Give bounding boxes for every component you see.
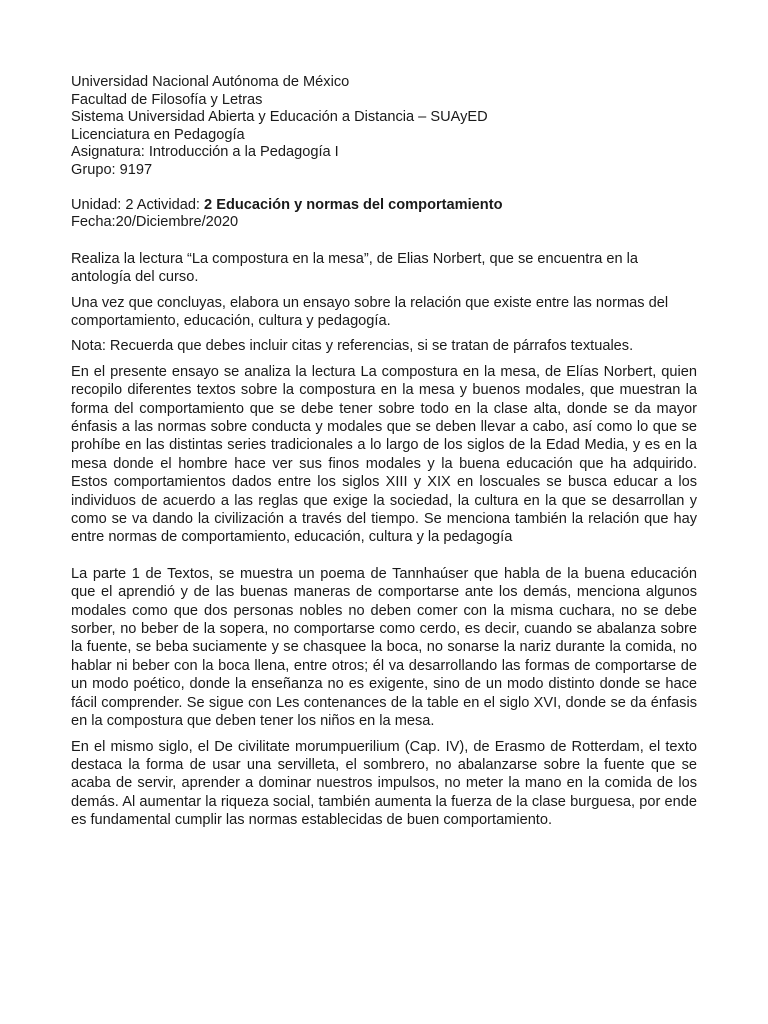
group-number: Grupo: 9197 bbox=[71, 161, 153, 178]
instruction-essay: Una vez que concluyas, elabora un ensayo sobre la relación que existe entre las normas del comportamiento, educación, cultura y pedagogía. bbox=[71, 294, 669, 329]
essay-paragraph-3: En el mismo siglo, el De civilitate morumpuerilium (Cap. IV), de Erasmo de Rotterdam, el texto destaca la forma de usar una servilleta, el sombrero, no abalanzarse sobre la fuente que se acaba de servir, aprender a dominar nuestros impulsos, no meter la mano en la comida de los demás. Al aumentar la riqueza social, también aumenta la fuerza de la clase burguesa, por ende es fundamental cumplir las normas establecidas de buen comportamiento. bbox=[71, 738, 697, 829]
essay-paragraph-1: En el presente ensayo se analiza la lectura La compostura en la mesa, de Elías Norbert, quien recopilo diferentes textos sobre la compostura en la mesa y buenos modales, que muestran la forma del comportamiento que se debe tener sobre todo en la clase alta, donde se da mayor énfasis a las normas sobre conducta y modales que se deben llevar a cabo, así como lo que se prohíbe en las distintas series tradicionales a lo largo de los siglos de la Edad Media, y es en la mesa donde el hombre hace ver sus finos modales y la buena educación que ha adquirido. Estos comportamientos dados entre los siglos XIII y XIX en loscuales se busca educar a los individuos de acuerdo a las reglas que exige la sociedad, la cultura en la que se desarrollan y como se va dando la civilización a través del tiempo. Se menciona también la relación que hay entre normas de comportamiento, educación, cultura y la pedagogía bbox=[71, 363, 697, 546]
degree-name: Licenciatura en Pedagogía bbox=[71, 126, 245, 143]
university-name: Universidad Nacional Autónoma de México bbox=[71, 74, 350, 90]
activity-line bbox=[71, 197, 697, 215]
subject-name: Asignatura: Introducción a la Pedagogía I bbox=[71, 144, 339, 161]
document-header bbox=[71, 74, 697, 180]
activity-prefix: Unidad: 2 Actividad: bbox=[71, 196, 205, 213]
instruction-reading: Realiza la lectura “La compostura en la mesa”, de Elias Norbert, que se encuentra en la antología del curso. bbox=[71, 250, 639, 286]
faculty-name: Facultad de Filosofía y Letras bbox=[71, 91, 263, 108]
essay-paragraph-2: La parte 1 de Textos, se muestra un poema de Tannhaúser que habla de la buena educación que el aprendió y de las buenas maneras de comportarse ante los demás, menciona algunos modales como que dos personas nobles no deben comer con la misma cuchara, no se debe sorber, no beber de la sopera, no comportarse como cerdo, es decir, cuando se abalanza sobre la fuente, se beba suciamente y se chasquee la boca, no sonarse la nariz durante la comida, no hablar ni beber con la boca llena, entre otros; él va desarrollando las formas de comportarse de un modo poético, donde la enseñanza no es exigente, sino de un modo distinto donde se hace fácil comprender. Se sigue con Les contenances de la table en el siglo XVI, donde se da énfasis en la compostura que deben tener los niños en la mesa. bbox=[71, 565, 697, 730]
activity-info bbox=[71, 197, 697, 232]
activity-title: 2 Educación y normas del comportamiento bbox=[204, 196, 503, 213]
system-name: Sistema Universidad Abierta y Educación a Distancia – SUAyED bbox=[71, 109, 488, 126]
document-page bbox=[71, 74, 697, 830]
instruction-note: Nota: Recuerda que debes incluir citas y referencias, si se tratan de párrafos textuales. bbox=[71, 338, 634, 355]
activity-date: Fecha:20/Diciembre/2020 bbox=[71, 214, 239, 231]
